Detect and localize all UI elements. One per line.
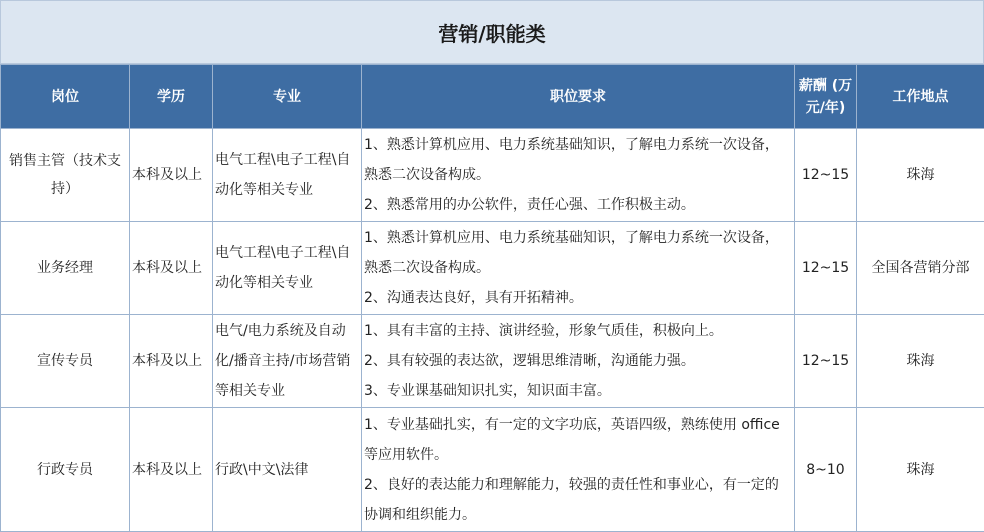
table-row <box>1 222 984 315</box>
major-cell: 电气工程\电子工程\自动化等相关专业 <box>213 129 362 222</box>
header-row <box>1 65 984 129</box>
requirements-cell <box>362 315 795 408</box>
header-salary: 薪酬 (万元/年) <box>795 65 857 129</box>
requirement-line: 1、具有丰富的主持、演讲经验，形象气质佳，积极向上。 <box>364 316 792 346</box>
header-requirements: 职位要求 <box>362 65 795 129</box>
location-cell: 珠海 <box>857 315 984 408</box>
position-cell: 销售主管（技术支持） <box>1 129 130 222</box>
position-cell: 行政专员 <box>1 408 130 532</box>
salary-cell: 12~15 <box>795 129 857 222</box>
education-cell: 本科及以上 <box>130 408 213 532</box>
education-cell: 本科及以上 <box>130 315 213 408</box>
major-cell: 电气/电力系统及自动化/播音主持/市场营销等相关专业 <box>213 315 362 408</box>
table-row <box>1 315 984 408</box>
job-table <box>0 64 984 532</box>
requirements-cell <box>362 129 795 222</box>
table-row <box>1 408 984 532</box>
salary-cell: 12~15 <box>795 222 857 315</box>
major-cell: 电气工程\电子工程\自动化等相关专业 <box>213 222 362 315</box>
requirement-line: 2、具有较强的表达欲，逻辑思维清晰，沟通能力强。 <box>364 346 792 376</box>
position-cell: 宣传专员 <box>1 315 130 408</box>
salary-cell: 12~15 <box>795 315 857 408</box>
requirement-line: 2、良好的表达能力和理解能力，较强的责任性和事业心，有一定的协调和组织能力。 <box>364 470 792 530</box>
header-location: 工作地点 <box>857 65 984 129</box>
major-cell: 行政\中文\法律 <box>213 408 362 532</box>
requirement-line: 2、沟通表达良好，具有开拓精神。 <box>364 283 792 313</box>
education-cell: 本科及以上 <box>130 129 213 222</box>
salary-cell: 8~10 <box>795 408 857 532</box>
requirement-line: 3、专业课基础知识扎实，知识面丰富。 <box>364 376 792 406</box>
requirement-line: 1、熟悉计算机应用、电力系统基础知识，了解电力系统一次设备，熟悉二次设备构成。 <box>364 130 792 190</box>
education-cell: 本科及以上 <box>130 222 213 315</box>
location-cell: 珠海 <box>857 408 984 532</box>
table-row <box>1 129 984 222</box>
header-major: 专业 <box>213 65 362 129</box>
requirement-line: 1、熟悉计算机应用、电力系统基础知识，了解电力系统一次设备，熟悉二次设备构成。 <box>364 223 792 283</box>
requirement-line: 1、专业基础扎实，有一定的文字功底，英语四级，熟练使用 office等应用软件。 <box>364 410 792 470</box>
position-cell: 业务经理 <box>1 222 130 315</box>
location-cell: 全国各营销分部 <box>857 222 984 315</box>
table-title: 营销/职能类 <box>0 0 984 64</box>
header-position: 岗位 <box>1 65 130 129</box>
requirements-cell <box>362 408 795 532</box>
header-education: 学历 <box>130 65 213 129</box>
requirements-cell <box>362 222 795 315</box>
location-cell: 珠海 <box>857 129 984 222</box>
requirement-line: 2、熟悉常用的办公软件，责任心强、工作积极主动。 <box>364 190 792 220</box>
